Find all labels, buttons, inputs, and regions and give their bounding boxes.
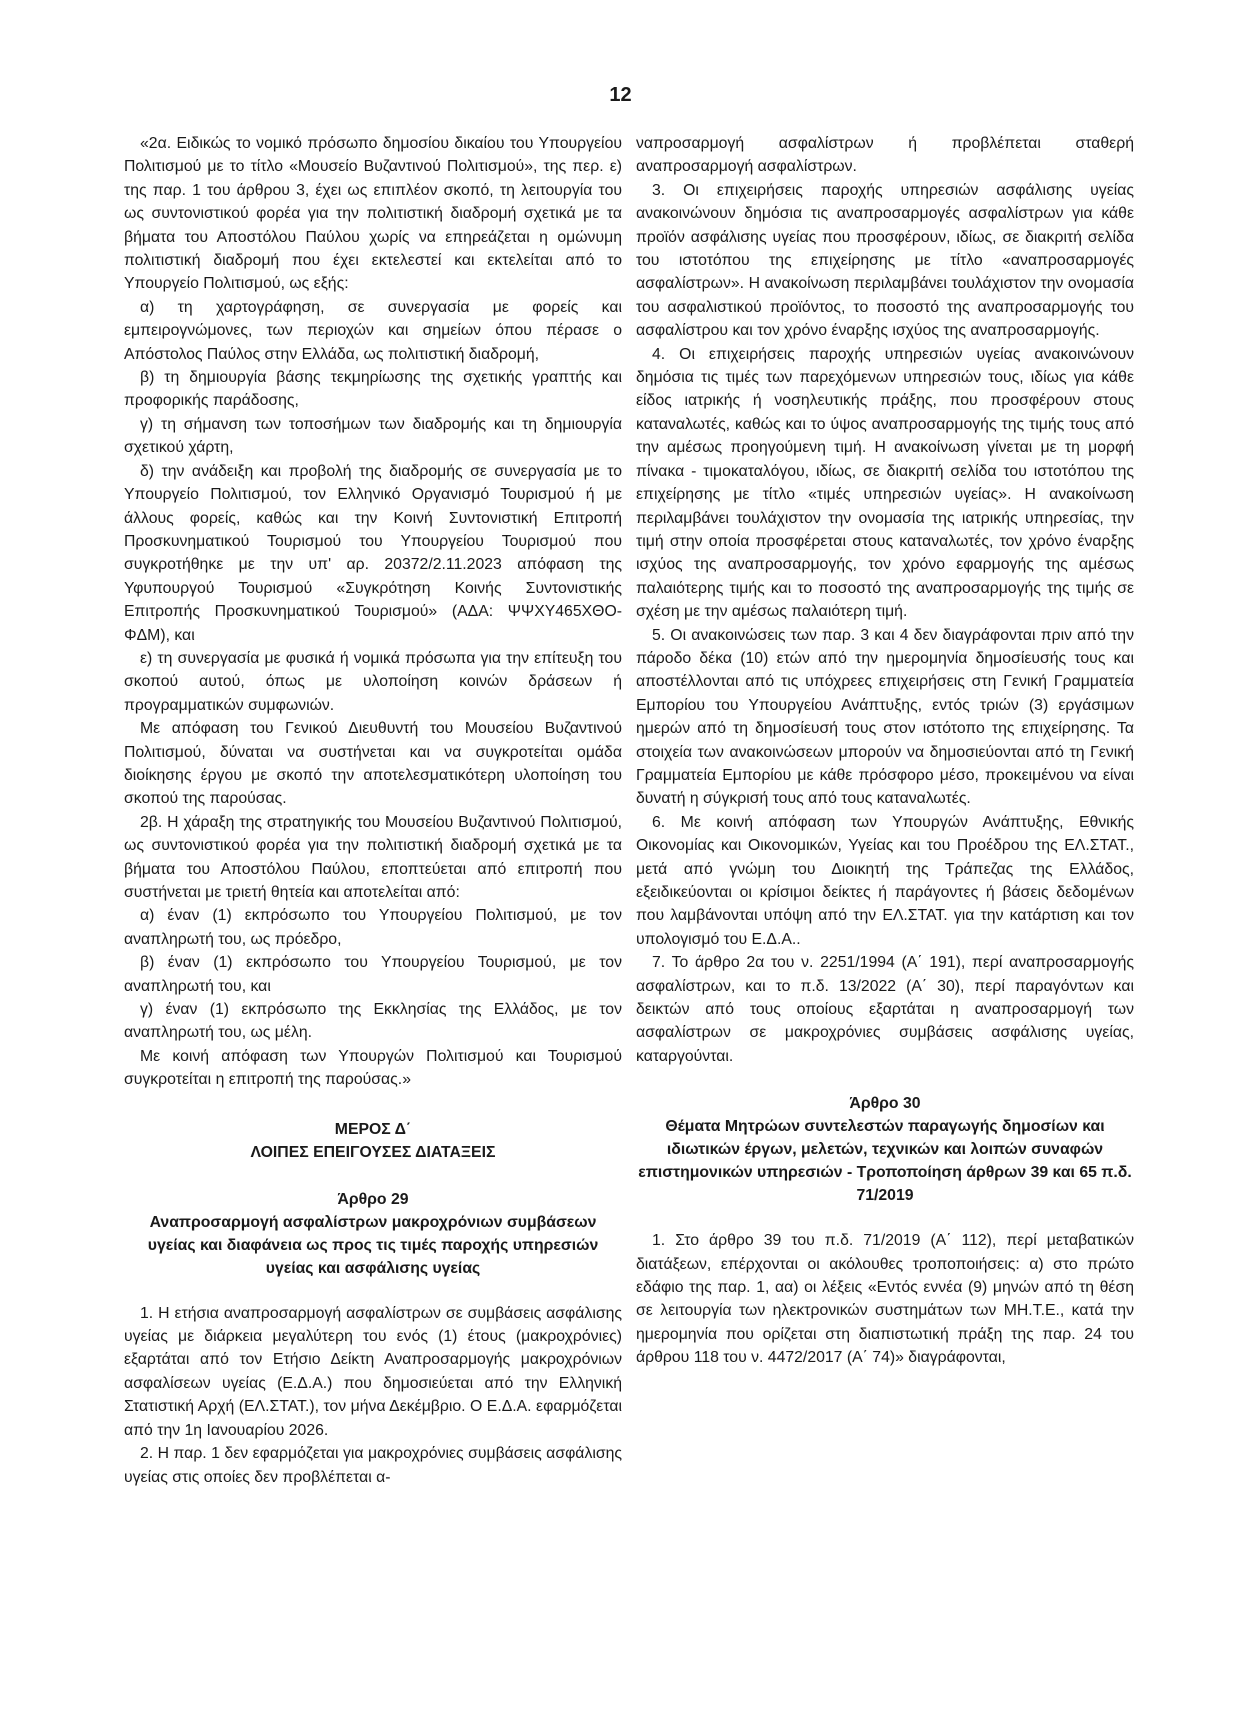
right-column — [636, 132, 1134, 1370]
paragraph: δ) την ανάδειξη και προβολή της διαδρομής σε συνεργασία με το Υπουργείο Πολιτισμού, τον Ελληνικό Οργανισμό Τουρισμού ή με άλλους φορείς, καθώς και την Κοινή Συντονιστική Επιτροπή Προσκυνηματικού Τουρισμού του Υπουργείου Τουρισμού που συγκροτήθηκε με την υπ' αρ. 20372/2.11.2023 απόφαση της Υφυπουργού Τουρισμού «Συγκρότηση Κοινής Συντονιστικής Επιτροπής Προσκυνηματικού Τουρισμού» (ΑΔΑ: ΨΨΧΥ465ΧΘΟ-ΦΔΜ), και — [124, 462, 622, 644]
paragraph: 2β. Η χάραξη της στρατηγικής του Μουσείου Βυζαντινού Πολιτισμού, ως συντονιστικού φορέα για την πολιτιστική διαδρομή σχετικά με τα βήματα του Αποστόλου Παύλου, εποπτεύεται από επιτροπή που συστήνεται με τριετή θητεία και αποτελείται από: — [124, 813, 622, 901]
paragraph: γ) έναν (1) εκπρόσωπο της Εκκλησίας της Ελλάδος, με τον αναπληρωτή του, ως μέλη. — [124, 1001, 622, 1042]
part-subtitle: ΛΟΙΠΕΣ ΕΠΕΙΓΟΥΣΕΣ ΔΙΑΤΑΞΕΙΣ — [250, 1143, 496, 1161]
paragraph: ε) τη συνεργασία με φυσικά ή νομικά πρόσωπα για την επίτευξη του σκοπού αυτού, όπως με υλοποίηση κοινών δράσεων ή προγραμματικών συμφωνιών. — [124, 649, 622, 714]
article-title: Θέματα Μητρώων συντελεστών παραγωγής δημοσίων και ιδιωτικών έργων, μελετών, τεχνικών και λοιπών συναφών επιστημονικών υπηρεσιών - Τροποποίηση άρθρων 39 και 65 π.δ. 71/2019 — [638, 1118, 1132, 1205]
left-column — [124, 132, 622, 1489]
paragraph: α) τη χαρτογράφηση, σε συνεργασία με φορείς και εμπειρογνώμονες, των περιοχών και σημείων όπου πέρασε ο Απόστολος Παύλος στην Ελλάδα, ως πολιτιστική διαδρομή, — [124, 298, 622, 363]
paragraph: 3. Οι επιχειρήσεις παροχής υπηρεσιών ασφάλισης υγείας ανακοινώνουν δημόσια τις αναπροσαρμογές ασφαλίστρων για κάθε προϊόν ασφάλισης υγείας που προσφέρουν, ιδίως, σε διακριτή σελίδα του ιστοτόπου της επιχείρησης με τίτλο «αναπροσαρμογές ασφαλίστρων». Η ανακοίνωση περιλαμβάνει τουλάχιστον την ονομασία του ασφαλιστικού προϊόντος, το ποσοστό της αναπροσαρμογής του ασφαλίστρου και τον χρόνο έναρξης ισχύος της αναπροσαρμογής. — [636, 181, 1134, 340]
paragraph: «2α. Ειδικώς το νομικό πρόσωπο δημοσίου δικαίου του Υπουργείου Πολιτισμού με το τίτλο «Μουσείο Βυζαντινού Πολιτισμού», της περ. ε) της παρ. 1 του άρθρου 3, έχει ως επιπλέον σκοπό, τη λειτουργία του ως συντονιστικού φορέα για την πολιτιστική διαδρομή σχετικά με τα βήματα του Αποστόλου Παύλου χωρίς να επηρεάζεται η ομώνυμη πολιτιστική διαδρομή που έχει εκτελεστεί και εκτελείται από το Υπουργείο Πολιτισμού, ως εξής: — [124, 135, 622, 293]
paragraph: Με κοινή απόφαση των Υπουργών Πολιτισμού και Τουρισμού συγκροτείται η επιτροπή της παρούσας.» — [124, 1047, 622, 1089]
paragraph: β) τη δημιουργία βάσης τεκμηρίωσης της σχετικής γραπτής και προφορικής παράδοσης, — [124, 369, 622, 410]
part-title: ΜΕΡΟΣ Δ΄ — [334, 1120, 412, 1138]
paragraph: 4. Οι επιχειρήσεις παροχής υπηρεσιών υγείας ανακοινώνουν δημόσια τις τιμές των παρεχόμενων υπηρεσιών τους, ιδίως για κάθε είδος ιατρικής ή νοσηλευτικής πράξης, που προσφέρουν στους καταναλωτές, καθώς και το ύψος αναπροσαρμογής της τιμής τους από την αμέσως προηγούμενη τιμή. Η ανακοίνωση γίνεται με τη μορφή πίνακα - τιμοκαταλόγου, ιδίως, σε διακριτή σελίδα του ιστοτόπου της επιχείρησης με τίτλο «τιμές υπηρεσιών υγείας». Η ανακοίνωση περιλαμβάνει τουλάχιστον την ονομασία της ιατρικής υπηρεσίας, την τιμή στην οποία προσφέρεται στους καταναλωτές, τον χρόνο έναρξης ισχύος της αναπροσαρμογής, τον χρόνο εφαρμογής της αμέσως παλαιότερης τιμής και το ποσοστό της αναπροσαρμογής της τιμής σε σχέση με την αμέσως παλαιότερη τιμή. — [636, 345, 1134, 621]
paragraph: β) έναν (1) εκπρόσωπο του Υπουργείου Τουρισμού, με τον αναπληρωτή του, και — [124, 954, 622, 995]
paragraph: α) έναν (1) εκπρόσωπο του Υπουργείου Πολιτισμού, με τον αναπληρωτή του, ως πρόεδρο, — [124, 907, 622, 948]
page-number: 12 — [609, 84, 632, 106]
paragraph-continuation: ναπροσαρμογή ασφαλίστρων ή προβλέπεται σταθερή αναπροσαρμογή ασφαλίστρων. — [636, 135, 1134, 176]
paragraph: γ) τη σήμανση των τοποσήμων των διαδρομής και τη δημιουργία σχετικού χάρτη, — [124, 415, 622, 457]
paragraph: 1. Στο άρθρο 39 του π.δ. 71/2019 (Α΄ 112), περί μεταβατικών διατάξεων, επέρχονται οι ακόλουθες τροποποιήσεις: α) στο πρώτο εδάφιο της παρ. 1, αα) οι λέξεις «Εντός εννέα (9) μηνών από τη θέση σε λειτουργία των ηλεκτρονικών συστημάτων των ΜΗ.Τ.Ε., κατά την ημερομηνία που ορίζεται στη διαπιστωτική πράξη της παρ. 24 του άρθρου 118 του ν. 4472/2017 (Α΄ 74)» διαγράφονται, — [636, 1232, 1134, 1367]
paragraph: 6. Με κοινή απόφαση των Υπουργών Ανάπτυξης, Εθνικής Οικονομίας και Οικονομικών, Υγείας και του Προέδρου της ΕΛ.ΣΤΑΤ., μετά από γνώμη του Διοικητή της Τράπεζας της Ελλάδος, εξειδικεύονται οι κρίσιμοι δείκτες ή παράγοντες ή βάσεις δεδομένων που λαμβάνονται υπόψη από την ΕΛ.ΣΤΑΤ. για την κατάρτιση και τον υπολογισμό του Ε.Δ.Α.. — [636, 813, 1134, 948]
paragraph: 1. Η ετήσια αναπροσαρμογή ασφαλίστρων σε συμβάσεις ασφάλισης υγείας με διάρκεια μεγαλύτερη του ενός (1) έτους (μακροχρόνιες) εξαρτάται από τον Ετήσιο Δείκτη Αναπροσαρμογής μακροχρόνιων ασφαλίσεων υγείας (Ε.Δ.Α.) που δημοσιεύεται από την Ελληνική Στατιστική Αρχή (ΕΛ.ΣΤΑΤ.), τον μήνα Δεκέμβριο. Ο Ε.Δ.Α. εφαρμόζεται από την 1η Ιανουαρίου 2026. — [124, 1304, 622, 1439]
paragraph: 2. Η παρ. 1 δεν εφαρμόζεται για μακροχρόνιες συμβάσεις ασφάλισης υγείας στις οποίες δεν προβλέπεται α- — [124, 1445, 622, 1486]
paragraph: Με απόφαση του Γενικού Διευθυντή του Μουσείου Βυζαντινού Πολιτισμού, δύναται να συστήνεται και να συγκροτείται ομάδα διοίκησης έργου με σκοπό την αποτελεσματικότερη υλοποίηση του σκοπού της παρούσας. — [124, 720, 622, 808]
paragraph: 5. Οι ανακοινώσεις των παρ. 3 και 4 δεν διαγράφονται πριν από την πάροδο δέκα (10) ετών από την ημερομηνία δημοσίευσής τους και αποστέλλονται από τις υπόχρεες επιχειρήσεις στη Γενική Γραμματεία Εμπορίου του Υπουργείου Ανάπτυξης, εντός τριών (3) εργάσιμων ημερών από τη δημοσίευσή τους στον ιστότοπο της επιχείρησης. Τα στοιχεία των ανακοινώσεων μπορούν να δημοσιεύονται από τη Γενική Γραμματεία Εμπορίου με κάθε πρόσφορο μέσο, προκειμένου να είναι δυνατή η σύγκρισή τους από τους καταναλωτές. — [636, 626, 1134, 808]
article-number: Άρθρο 30 — [849, 1095, 921, 1113]
paragraph: 7. Το άρθρο 2α του ν. 2251/1994 (Α΄ 191), περί αναπροσαρμογής ασφαλίστρων, και το π.δ. 13/2022 (Α΄ 30), περί παραγόντων και δεικτών από τους οποίους εξαρτάται η αναπροσαρμογή των ασφαλίστρων σε μακροχρόνιες συμβάσεις ασφάλισης υγείας, καταργούνται. — [636, 954, 1134, 1065]
article-title: Αναπροσαρμογή ασφαλίστρων μακροχρόνιων συμβάσεων υγείας και διαφάνεια ως προς τις τιμές παροχής υπηρεσιών υγείας και ασφάλισης υγείας — [147, 1213, 599, 1277]
article-number: Άρθρο 29 — [337, 1190, 409, 1208]
